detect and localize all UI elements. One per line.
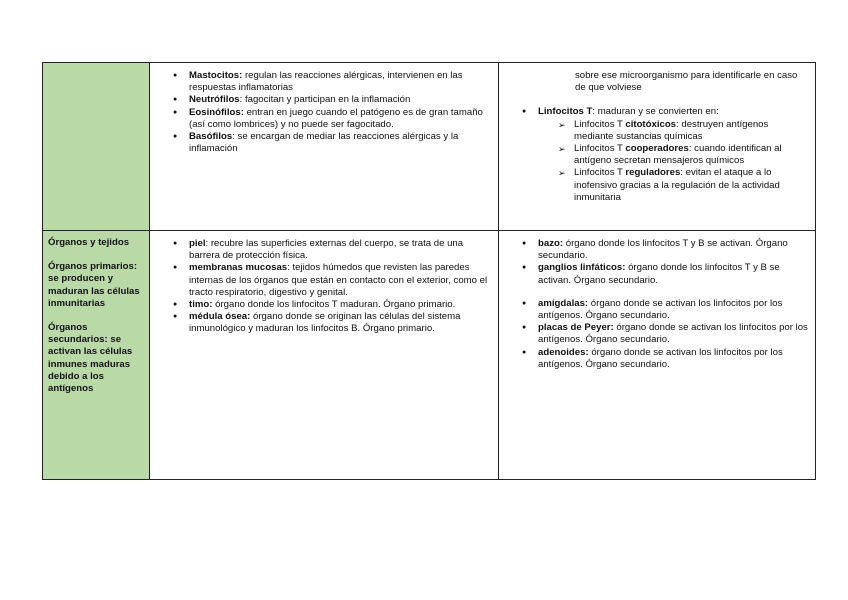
term-basofilos: Basófilos bbox=[189, 131, 233, 143]
organ-list-secondary-2 bbox=[499, 298, 815, 371]
list-item: ➢ Linfocitos T citotóxicos: destruyen antígenos mediante sustancias químicas bbox=[538, 119, 809, 143]
term-cooperadores: cooperadores bbox=[625, 143, 689, 155]
term-reguladores: reguladores bbox=[625, 167, 681, 179]
continuation-text: sobre ese microorganismo para identificarle en caso de que volviese bbox=[575, 70, 798, 94]
list-item bbox=[499, 106, 809, 204]
desc-linfocitos-t: : maduran y se convierten en: bbox=[592, 106, 719, 118]
list-item bbox=[150, 94, 492, 106]
term-amigdalas: amígdalas: bbox=[538, 297, 589, 309]
list-item: ● bazo: órgano donde los linfocitos T y B se activan. Órgano secundario. bbox=[499, 238, 809, 262]
list-item: ➢ Linfocitos T reguladores: evitan el ataque a lo inofensivo gracias a la regulación de la actividad inmunitaria bbox=[538, 167, 809, 204]
organ-list-primary bbox=[150, 238, 498, 336]
label-secundarios: Órganos secundarios: se activan las células inmunes maduras debido a los antígenos bbox=[48, 322, 133, 395]
desc-basofilos: : se encargan de mediar las reacciones alérgicas y la inflamación bbox=[189, 131, 459, 155]
table-row-organs bbox=[43, 231, 816, 480]
list-item: ● membranas mucosas: tejidos húmedos que revisten las paredes internas de los órganos que están en contacto con el exterior, como el tracto respiratorio, digestivo y genital. bbox=[150, 262, 492, 299]
term-neutrofilos: Neutrófilos bbox=[189, 94, 240, 106]
term-medula-osea: médula ósea: bbox=[189, 311, 251, 323]
term-eosinofilos: Eosinófilos: bbox=[189, 106, 244, 118]
term-adenoides: adenoides: bbox=[538, 346, 589, 358]
term-placas-peyer: placas de Peyer: bbox=[538, 322, 614, 334]
label-title: Órganos y tejidos bbox=[48, 237, 130, 248]
list-item: ● piel: recubre las superficies externas del cuerpo, se trata de una barrera de protección física. bbox=[150, 238, 492, 262]
list-item bbox=[150, 107, 492, 131]
list-item: ● amígdalas: órgano donde se activan los linfocitos por los antígenos. Órgano secundario. bbox=[499, 298, 809, 322]
list-item: ● adenoides: órgano donde se activan los linfocitos por los antígenos. Órgano secundario. bbox=[499, 347, 809, 371]
cell-leukocytes bbox=[150, 63, 499, 231]
list-item: ➢ Linfocitos T cooperadores: cuando identifican al antígeno secretan mensajeros químicos bbox=[538, 143, 809, 167]
list-item bbox=[150, 70, 492, 94]
desc-neutrofilos: : fagocitan y participan en la inflamación bbox=[239, 94, 411, 106]
desc-mastocitos: regulan las reacciones alérgicas, intervienen en las respuestas inflamatorias bbox=[189, 70, 463, 94]
term-mastocitos: Mastocitos: bbox=[189, 70, 243, 81]
subtype-list bbox=[538, 119, 809, 204]
immune-system-table bbox=[42, 62, 816, 480]
desc-eosinofilos: entran en juego cuando el patógeno es de gran tamaño (así como lombrices) y no puede ser fagocitado. bbox=[189, 106, 483, 130]
cell-secondary-organs bbox=[499, 231, 816, 480]
leukocyte-list bbox=[150, 70, 498, 155]
term-linfocitos-t: Linfocitos T bbox=[538, 106, 593, 118]
label-primarios: Órganos primarios: se producen y maduran las células inmunitarias bbox=[48, 261, 140, 309]
cell-barriers-primary bbox=[150, 231, 499, 480]
term-ganglios: ganglios linfáticos: bbox=[538, 262, 626, 274]
list-item: ● timo: órgano donde los linfocitos T maduran. Órgano primario. bbox=[150, 299, 492, 311]
term-timo: timo: bbox=[189, 299, 213, 311]
term-piel: piel bbox=[189, 238, 206, 249]
list-item bbox=[150, 131, 492, 155]
row-label-organs bbox=[43, 231, 150, 480]
term-bazo: bazo: bbox=[538, 238, 564, 249]
organ-list-secondary-1 bbox=[499, 238, 815, 287]
list-item: ● ganglios linfáticos: órgano donde los linfocitos T y B se activan. Órgano secundario. bbox=[499, 262, 809, 286]
list-item: ● placas de Peyer: órgano donde se activan los linfocitos por los antígenos. Órgano secundario. bbox=[499, 322, 809, 346]
term-citotoxicos: citotóxicos bbox=[625, 118, 677, 130]
table-row-cells bbox=[43, 63, 816, 231]
cell-lymphocytes bbox=[499, 63, 816, 231]
term-membranas-mucosas: membranas mucosas bbox=[189, 262, 288, 274]
row-label-empty bbox=[43, 63, 150, 231]
list-item: ● médula ósea: órgano donde se originan las células del sistema inmunológico y maduran los linfocitos B. Órgano primario. bbox=[150, 311, 492, 335]
lymphocyte-list bbox=[499, 106, 815, 204]
